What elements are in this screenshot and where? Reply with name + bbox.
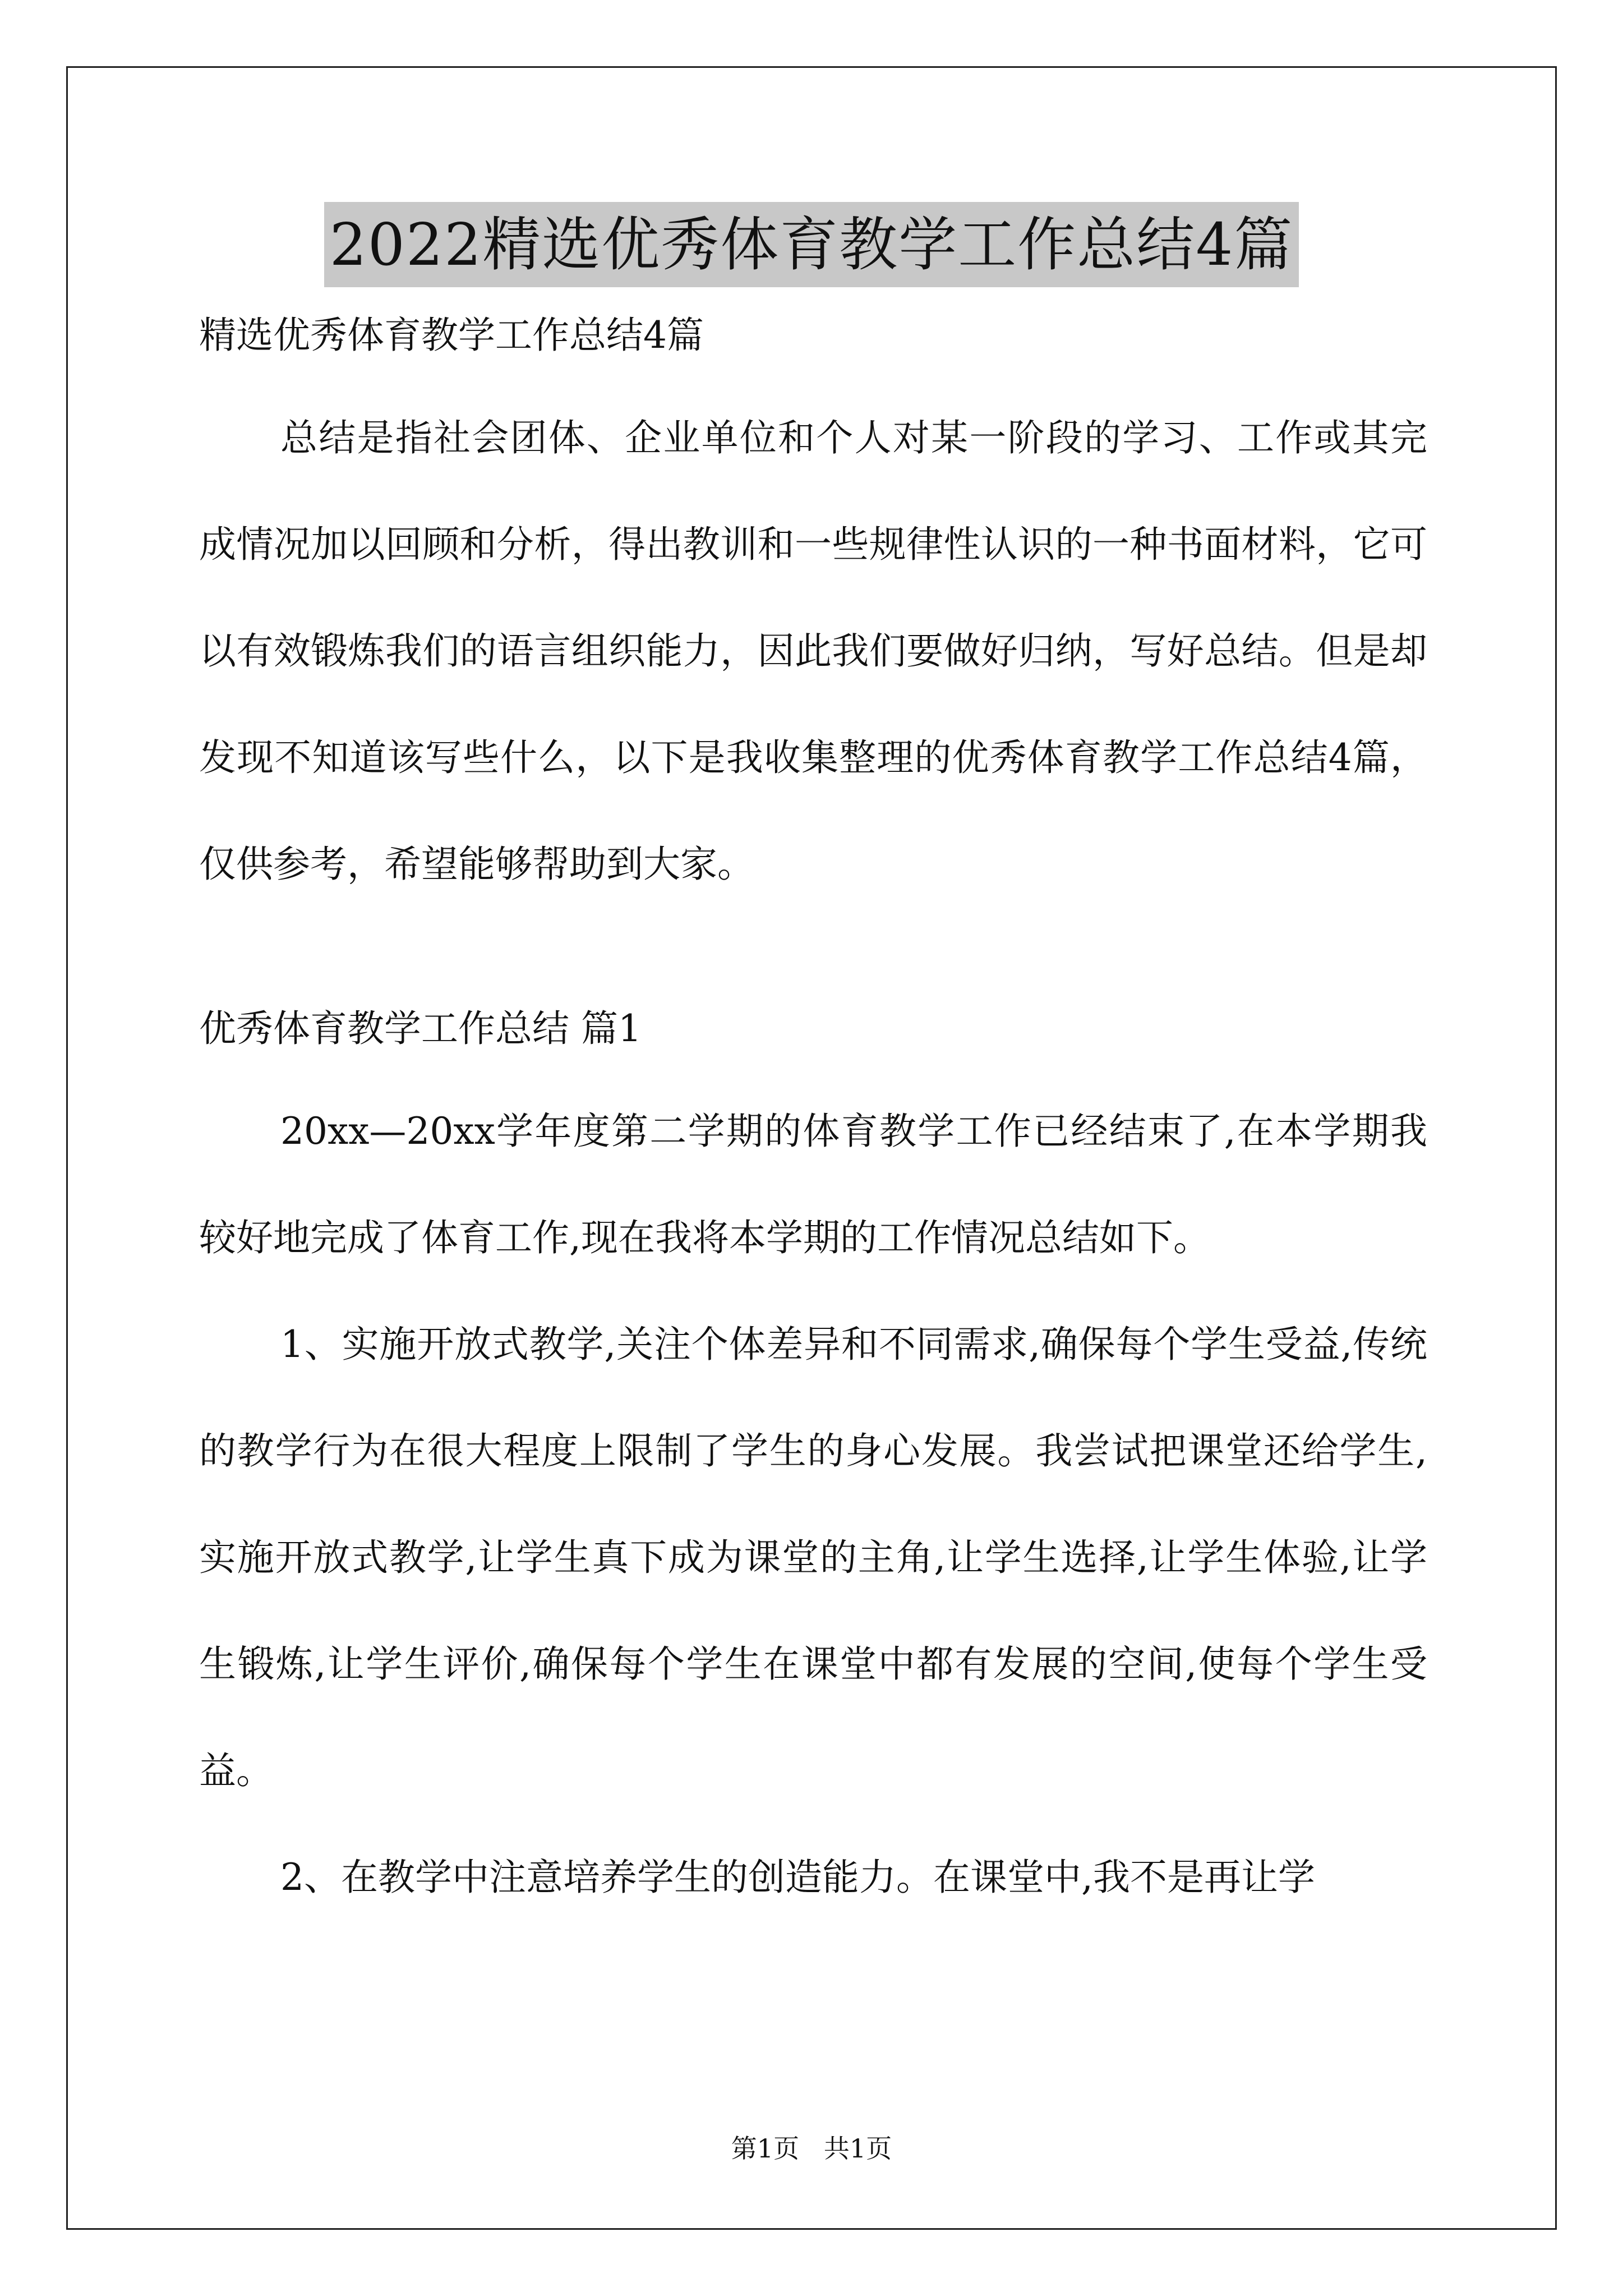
spacer bbox=[199, 362, 1427, 385]
section-heading: 优秀体育教学工作总结 篇1 bbox=[199, 1007, 642, 1050]
spacer bbox=[199, 1056, 1427, 1078]
spacer bbox=[199, 918, 1427, 1002]
intro-paragraph: 总结是指社会团体、企业单位和个人对某一阶段的学习、工作或其完成情况加以回顾和分析，得出教训和一些规律性认识的一种书面材料，它可以有效锻炼我们的语言组织能力，因此我们要做好归纳，写好总结。但是却发现不知道该写些什么，以下是我收集整理的优秀体育教学工作总结4篇，仅供参考，希望能够帮助到大家。 bbox=[199, 416, 1427, 886]
title-container bbox=[0, 202, 1623, 287]
body-paragraph: 20xx—20xx学年度第二学期的体育教学工作已经结束了,在本学期我较好地完成了体育工作,现在我将本学期的工作情况总结如下。 bbox=[199, 1110, 1427, 1259]
body-paragraph: 2、在教学中注意培养学生的创造能力。在课堂中,我不是再让学 bbox=[280, 1856, 1315, 1899]
intro-heading: 精选优秀体育教学工作总结4篇 bbox=[199, 314, 704, 357]
page-footer: 第1页 共1页 bbox=[731, 2133, 892, 2164]
document-body bbox=[199, 309, 1427, 1931]
body-paragraph: 1、实施开放式教学,关注个体差异和不同需求,确保每个学生受益,传统的教学行为在很大程度上限制了学生的身心发展。我尝试把课堂还给学生,实施开放式教学,让学生真下成为课堂的主角,让学生选择,让学生体验,让学生锻炼,让学生评价,确保每个学生在课堂中都有发展的空间,使每个学生受益。 bbox=[199, 1323, 1427, 1792]
document-title: 2022精选优秀体育教学工作总结4篇 bbox=[324, 202, 1299, 287]
